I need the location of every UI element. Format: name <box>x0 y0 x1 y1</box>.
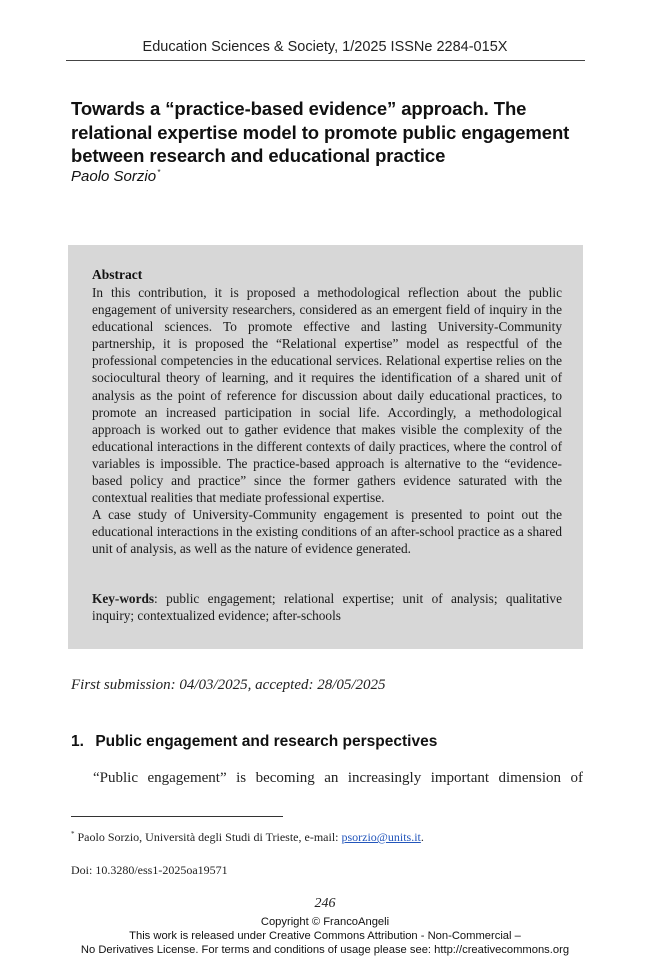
footnote-end: . <box>420 830 424 844</box>
doi: Doi: 10.3280/ess1-2025oa19571 <box>71 863 228 877</box>
abstract-paragraph-2: A case study of University-Community engagement is presented to point out the educational interactions in the existing conditions of an after-school practice as a shared unit of analysis, as well as the nature of evidence generated. <box>92 507 562 557</box>
copyright-line-1: Copyright © FrancoAngeli <box>260 916 390 928</box>
abstract-heading: Abstract <box>92 267 143 282</box>
body-paragraph: “Public engagement” is becoming an increasingly important dimension of <box>93 770 583 786</box>
footnote-divider <box>71 816 283 817</box>
section-number: 1. <box>71 733 84 750</box>
section-heading <box>71 733 437 751</box>
journal-header: Education Sciences & Society, 1/2025 ISSNe 2284-015X <box>142 39 508 55</box>
email-link[interactable]: psorzio@units.it <box>341 830 421 844</box>
keywords-label: Key-words <box>92 591 155 606</box>
author-line <box>71 168 160 185</box>
keywords-list: : public engagement; relational expertise; unit of analysis; qualitative inquiry; contextualized evidence; after-schools <box>92 591 562 624</box>
copyright-line-3: No Derivatives License. For terms and conditions of usage please see: http://creativecommons.org <box>80 944 570 956</box>
keywords <box>92 590 562 624</box>
author-footnote-mark: * <box>157 168 161 177</box>
copyright-line-2: This work is released under Creative Commons Attribution - Non-Commercial – <box>129 930 521 942</box>
copyright-notice <box>0 915 650 957</box>
author-name: Paolo Sorzio <box>71 168 157 185</box>
page-number: 246 <box>314 896 336 911</box>
footnote <box>71 830 424 845</box>
abstract-body <box>92 284 562 558</box>
footnote-text: Paolo Sorzio, Università degli Studi di Trieste, e-mail: <box>77 830 342 844</box>
footnote-mark: * <box>71 830 75 838</box>
abstract-paragraph-1: In this contribution, it is proposed a methodological reflection about the public engagement of university researchers, considered as an emergent field of inquiry in the educational sciences. To promote effective and lasting University-Community partnership, it is proposed the “Relational expertise” model as respectful of the professional competencies in the educational services. Relational expertise relies on the sociocultural theory of learning, and it requires the identification of a shared unit of analysis as the point of reference for discussion about daily educational practices, to promote an increased participation in social life. Accordingly, a methodological approach is worked out to gather evidence that makes visible the complexity of the educational interactions in the different contexts of daily practices, where the control of variables is impossible. The practice-based approach is alternative to the “evidence-based policy and practice” since the former gathers evidence saturated with the contextual realities that mediate professional expertise. <box>92 285 562 506</box>
section-title: Public engagement and research perspectives <box>95 733 438 750</box>
article-title: Towards a “practice-based evidence” approach. The relational expertise model to promote public engagement between research and educational practice <box>71 98 570 166</box>
header-divider <box>66 60 585 61</box>
submission-dates: First submission: 04/03/2025, accepted: 28/05/2025 <box>71 677 386 693</box>
